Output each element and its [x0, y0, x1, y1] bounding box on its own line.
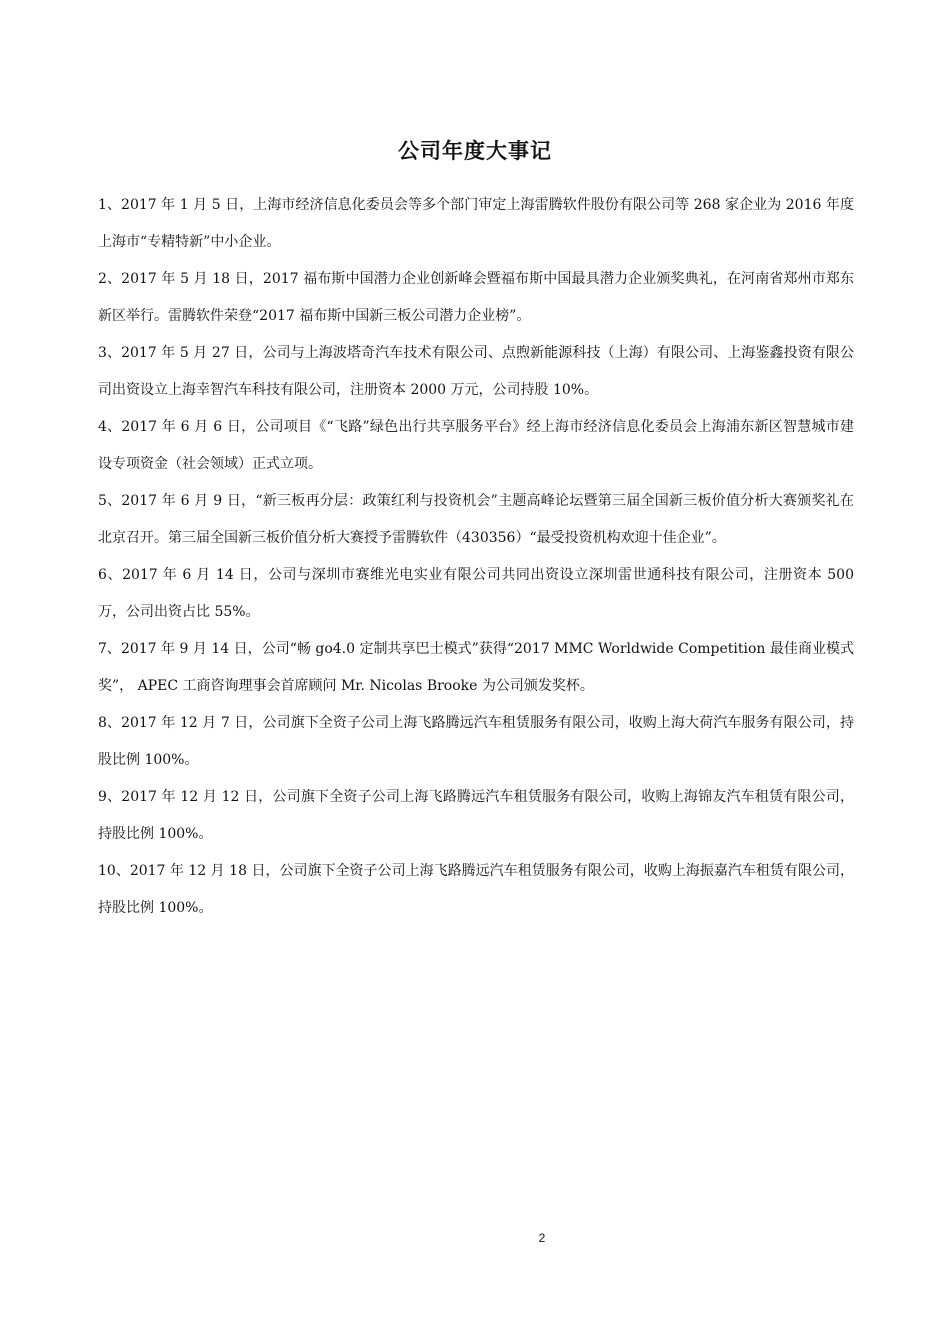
event-item: 9、2017 年 12 月 12 日，公司旗下全资子公司上海飞路腾远汽车租赁服务有限公司，收购上海锦友汽车租赁有限公司，持股比例 100%。: [98, 789, 854, 842]
event-item: 1、2017 年 1 月 5 日，上海市经济信息化委员会等多个部门审定上海雷腾软件股份有限公司等 268 家企业为 2016 年度上海市“专精特新”中小企业。: [98, 197, 854, 250]
event-item: 4、2017 年 6 月 6 日，公司项目《“飞路”绿色出行共享服务平台》经上海市经济信息化委员会上海浦东新区智慧城市建设专项资金（社会领域）正式立项。: [98, 419, 854, 472]
page-title: 公司年度大事记: [398, 139, 552, 163]
event-item: 10、2017 年 12 月 18 日，公司旗下全资子公司上海飞路腾远汽车租赁服务有限公司，收购上海振嘉汽车租赁有限公司，持股比例 100%。: [98, 863, 854, 916]
event-item: 7、2017 年 9 月 14 日，公司“畅 go4.0 定制共享巴士模式”获得“2017 MMC Worldwide Competition 最佳商业模式奖”， APEC 工商咨询理事会首席顾问 Mr. Nicolas Brooke 为公司颁发奖杯。: [98, 641, 854, 694]
page-number: 2: [538, 1231, 546, 1245]
event-item: 2、2017 年 5 月 18 日，2017 福布斯中国潜力企业创新峰会暨福布斯中国最具潜力企业颁奖典礼，在河南省郑州市郑东新区举行。雷腾软件荣登“2017 福布斯中国新三板公司潜力企业榜”。: [98, 271, 854, 324]
event-item: 5、2017 年 6 月 9 日，“新三板再分层：政策红利与投资机会”主题高峰论坛暨第三届全国新三板价值分析大赛颁奖礼在北京召开。第三届全国新三板价值分析大赛授予雷腾软件（430356）“最受投资机构欢迎十佳企业”。: [98, 493, 854, 546]
event-list: [98, 187, 854, 927]
event-item: 3、2017 年 5 月 27 日，公司与上海波塔奇汽车技术有限公司、点煦新能源科技（上海）有限公司、上海鉴鑫投资有限公司出资设立上海幸智汽车科技有限公司，注册资本 2000 万元，公司持股 10%。: [98, 345, 854, 398]
event-item: 6、2017 年 6 月 14 日，公司与深圳市赛维光电实业有限公司共同出资设立深圳雷世通科技有限公司，注册资本 500 万，公司出资占比 55%。: [98, 567, 854, 620]
event-item: 8、2017 年 12 月 7 日，公司旗下全资子公司上海飞路腾远汽车租赁服务有限公司，收购上海大荷汽车服务有限公司，持股比例 100%。: [98, 715, 854, 768]
